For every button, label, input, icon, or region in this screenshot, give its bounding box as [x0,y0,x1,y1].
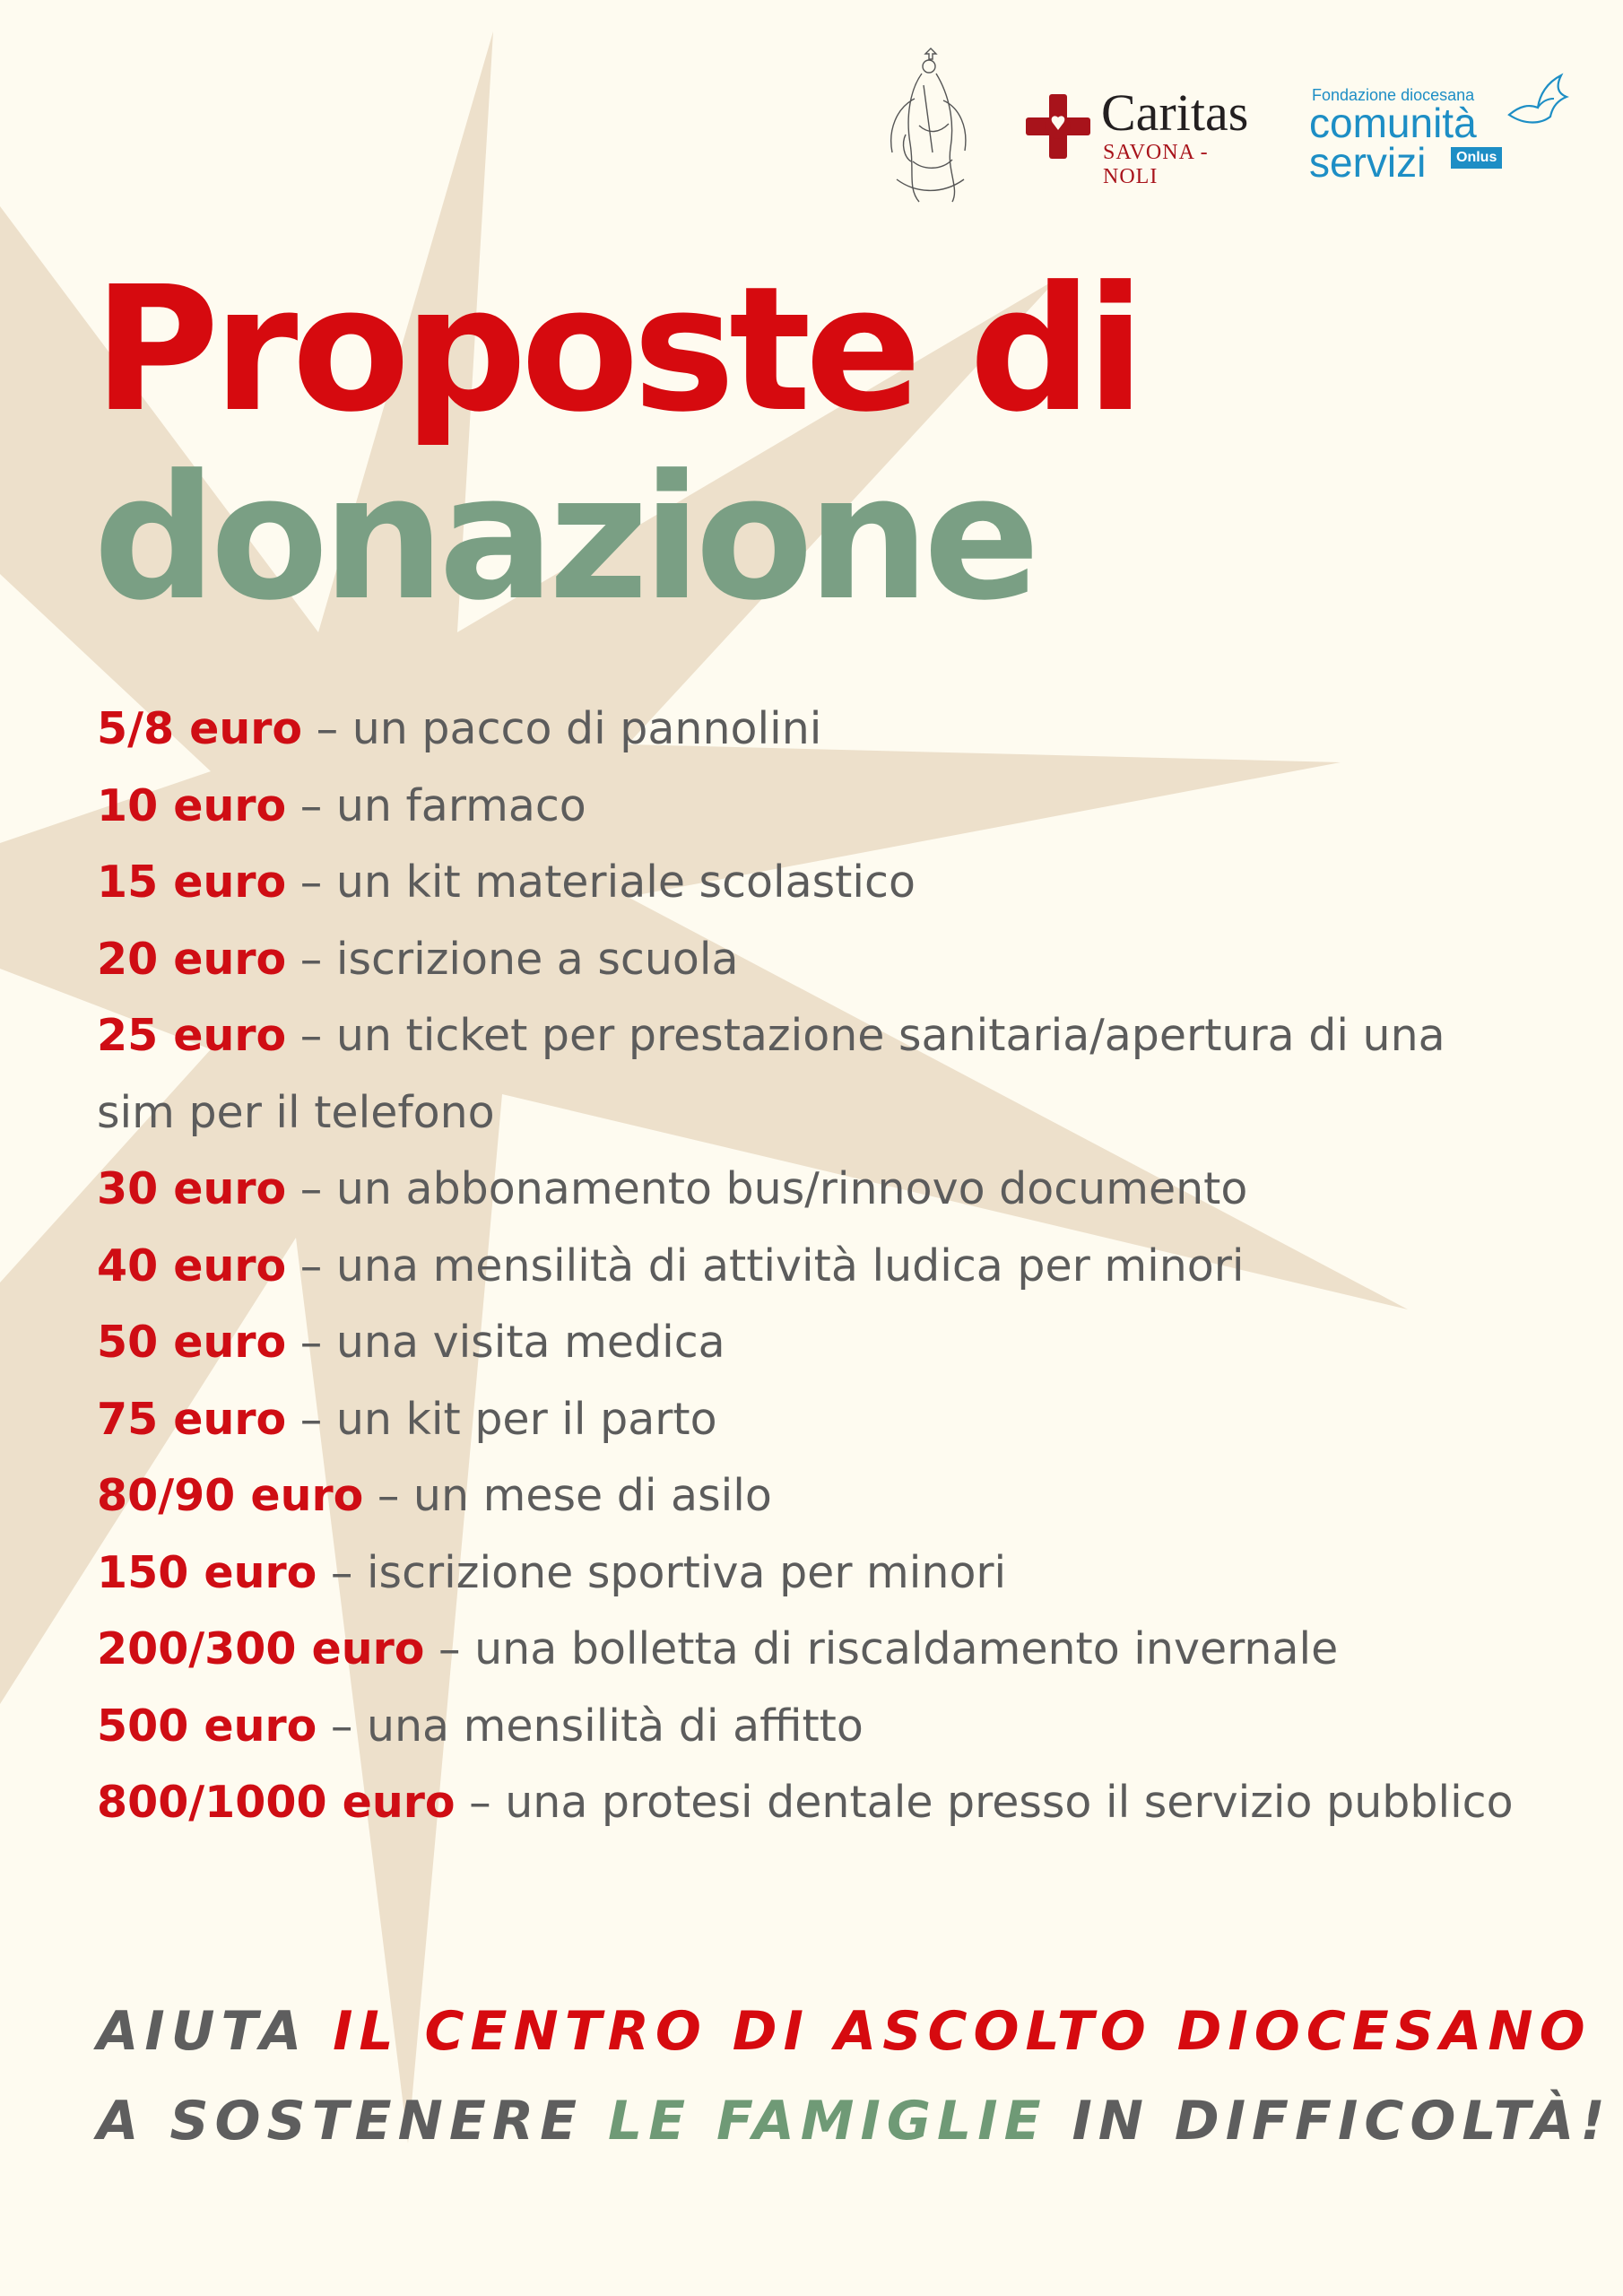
donation-amount: 500 euro [97,1700,317,1752]
donation-item [97,768,1532,845]
donation-item [97,1228,1532,1305]
donation-item [97,1151,1532,1228]
donation-description: – un kit per il parto [286,1393,717,1445]
caritas-cross-icon [1022,91,1094,162]
donation-description: – iscrizione sportiva per minori [317,1546,1007,1598]
cs-onlus-badge: Onlus [1451,147,1502,169]
slogan-aiuta: AIUTA [97,2000,334,2063]
donation-description: – un abbonamento bus/rinnovo documento [286,1163,1248,1214]
donation-item [97,844,1532,921]
slogan-sostenere: A SOSTENERE [97,2090,608,2152]
donation-amount: 10 euro [97,779,287,831]
saint-figure-logo [870,45,986,206]
donation-amount: 15 euro [97,857,287,908]
donation-amount: 150 euro [97,1546,317,1598]
slogan-famiglie: LE FAMIGLIE [607,2090,1047,2152]
donation-item [97,1688,1532,1765]
donation-description: – un pacco di pannolini [302,703,822,754]
donation-description: – una mensilità di affitto [317,1700,864,1752]
donation-item [97,1535,1532,1612]
donation-description: – una mensilità di attività ludica per minori [286,1239,1245,1292]
cs-foundation-label: Fondazione diocesana [1312,86,1475,104]
donation-amount: 50 euro [97,1317,287,1368]
donation-item [97,1304,1532,1381]
slogan-line-2 [97,2090,1611,2152]
slogan-line-1 [97,2000,1592,2063]
donation-amount: 5/8 euro [97,703,303,754]
cs-servizi-label: servizi [1309,139,1427,186]
donation-amount: 75 euro [97,1393,287,1445]
cs-comunita-label: comunità [1309,100,1477,146]
donation-description: – iscrizione a scuola [286,933,739,985]
donation-description: – un mese di asilo [363,1470,772,1521]
donation-amount: 30 euro [97,1163,287,1214]
donation-item [97,691,1532,768]
donation-item [97,921,1532,998]
donation-amount: 80/90 euro [97,1470,364,1521]
donation-amount: 800/1000 euro [97,1777,456,1828]
donation-item [97,1611,1532,1688]
donation-amount: 25 euro [97,1010,287,1061]
donation-list [97,691,1532,1841]
donation-amount: 20 euro [97,933,287,985]
donation-description: – un kit materiale scolastico [286,857,916,908]
donation-description: – un ticket per prestazione sanitaria/apertura di una sim per il telefono [97,1010,1445,1138]
title-line-1: Proposte di [93,250,1140,450]
donation-description: – un farmaco [286,779,586,831]
donation-amount: 40 euro [97,1239,287,1292]
donation-item [97,1381,1532,1458]
title-line-2: donazione [93,439,1034,639]
dove-icon [1502,70,1574,133]
donation-amount: 200/300 euro [97,1623,425,1674]
donation-description: – una protesi dentale presso il servizio pubblico [455,1777,1514,1828]
donation-item [97,997,1532,1151]
caritas-name: Caritas [1101,83,1249,142]
donation-item [97,1764,1532,1841]
caritas-logo [1022,83,1264,188]
donation-description: – una bolletta di riscaldamento invernale [424,1623,1339,1674]
slogan-centro: IL CENTRO DI ASCOLTO DIOCESANO [333,2000,1592,2063]
caritas-subtitle: SAVONA - NOLI [1103,141,1209,188]
comunita-servizi-logo [1309,70,1578,186]
donation-description: – una visita medica [286,1317,725,1368]
slogan-difficolta: IN DIFFICOLTÀ! [1046,2090,1611,2152]
donation-item [97,1457,1532,1535]
